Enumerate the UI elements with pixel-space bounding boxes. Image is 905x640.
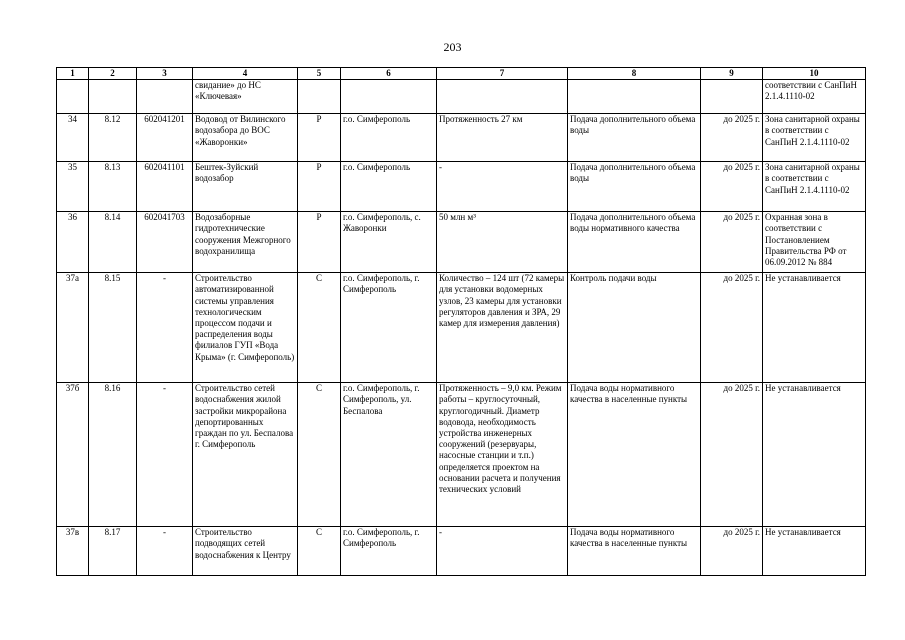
cell-zone: Не устанавливается [763,527,866,576]
header-cell: 7 [437,68,568,80]
cell-status: Р [298,162,341,212]
cell-deadline: до 2025 г. [701,162,763,212]
cell-code: 602041703 [137,212,193,273]
cell-location: г.о. Симферополь, с. Жаворонки [341,212,437,273]
cell-status: С [298,383,341,527]
cell-zone: Зона санитарной охраны в соответствии с СанПиН 2.1.4.1110-02 [763,114,866,162]
cell-index: 8.17 [89,527,137,576]
cell-zone: Охранная зона в соответствии с Постановлением Правительства РФ от 06.09.2012 № 884 [763,212,866,273]
cell-number [57,80,89,114]
cell-zone: соответствии с СанПиН 2.1.4.1110-02 [763,80,866,114]
cell-purpose: Подача дополнительного объема воды нормативного качества [568,212,701,273]
cell-deadline: до 2025 г. [701,114,763,162]
cell-purpose [568,80,701,114]
cell-purpose: Подача воды нормативного качества в населенные пункты [568,383,701,527]
cell-status: Р [298,114,341,162]
cell-characteristics: Протяженность – 9,0 км. Режим работы – круглосуточный, круглогодичный. Диаметр водовода, необходимость устройства инженерных сооружений (резервуары, насосные станции и т.п.) определяется проектом на основании расчета и получения технических условий [437,383,568,527]
table-row [57,162,866,212]
table-row [57,527,866,576]
cell-location: г.о. Симферополь, г. Симферополь [341,527,437,576]
cell-status: С [298,527,341,576]
table-row [57,114,866,162]
cell-number: 37а [57,273,89,383]
cell-purpose: Подача дополнительного объема воды [568,114,701,162]
cell-purpose: Подача воды нормативного качества в населенные пункты [568,527,701,576]
cell-object: Водозаборные гидротехнические сооружения Межгорного водохранилища [193,212,298,273]
cell-characteristics: - [437,162,568,212]
cell-index [89,80,137,114]
cell-characteristics [437,80,568,114]
cell-number: 36 [57,212,89,273]
cell-code: - [137,527,193,576]
cell-index: 8.13 [89,162,137,212]
cell-purpose: Подача дополнительного объема воды [568,162,701,212]
header-cell: 6 [341,68,437,80]
cell-index: 8.14 [89,212,137,273]
cell-deadline: до 2025 г. [701,383,763,527]
cell-location: г.о. Симферополь, г. Симферополь, ул. Беспалова [341,383,437,527]
table-row [57,80,866,114]
page-number: 203 [443,40,462,54]
cell-characteristics: Количество – 124 шт (72 камеры для установки водомерных узлов, 23 камеры для установки регуляторов давления и ЗРА, 29 камер для измерения давления) [437,273,568,383]
cell-characteristics: Протяженность 27 км [437,114,568,162]
table-row [57,212,866,273]
header-cell: 1 [57,68,89,80]
cell-object: Бештек-Зуйский водозабор [193,162,298,212]
document-table [56,67,866,576]
cell-location: г.о. Симферополь, г. Симферополь [341,273,437,383]
cell-index: 8.12 [89,114,137,162]
table-row [57,273,866,383]
header-cell: 9 [701,68,763,80]
cell-characteristics: 50 млн м³ [437,212,568,273]
header-cell: 8 [568,68,701,80]
cell-object: Строительство автоматизированной системы управления технологическим процессом подачи и распределения воды филиалов ГУП «Вода Крыма» (г. Симферополь) [193,273,298,383]
cell-code: 602041201 [137,114,193,162]
cell-deadline: до 2025 г. [701,273,763,383]
cell-number: 35 [57,162,89,212]
cell-number: 37б [57,383,89,527]
header-cell: 3 [137,68,193,80]
cell-characteristics: - [437,527,568,576]
header-cell: 10 [763,68,866,80]
cell-deadline: до 2025 г. [701,527,763,576]
cell-code: 602041101 [137,162,193,212]
cell-index: 8.16 [89,383,137,527]
cell-deadline [701,80,763,114]
cell-status [298,80,341,114]
cell-status: Р [298,212,341,273]
cell-object: Водовод от Вилинского водозабора до ВОС «Жаворонки» [193,114,298,162]
cell-number: 37в [57,527,89,576]
header-cell: 2 [89,68,137,80]
cell-location: г.о. Симферополь [341,162,437,212]
cell-object: Строительство подводящих сетей водоснабжения к Центру [193,527,298,576]
header-cell: 5 [298,68,341,80]
cell-location [341,80,437,114]
cell-number: 34 [57,114,89,162]
cell-object: свидание» до НС «Ключевая» [193,80,298,114]
cell-zone: Зона санитарной охраны в соответствии с СанПиН 2.1.4.1110-02 [763,162,866,212]
table-header-row [57,68,866,80]
cell-code: - [137,383,193,527]
cell-location: г.о. Симферополь [341,114,437,162]
cell-index: 8.15 [89,273,137,383]
cell-zone: Не устанавливается [763,383,866,527]
cell-purpose: Контроль подачи воды [568,273,701,383]
cell-code: - [137,273,193,383]
header-cell: 4 [193,68,298,80]
cell-deadline: до 2025 г. [701,212,763,273]
table-row [57,383,866,527]
cell-zone: Не устанавливается [763,273,866,383]
cell-status: С [298,273,341,383]
cell-object: Строительство сетей водоснабжения жилой застройки микрорайона депортированных граждан по ул. Беспалова г. Симферополь [193,383,298,527]
cell-code [137,80,193,114]
